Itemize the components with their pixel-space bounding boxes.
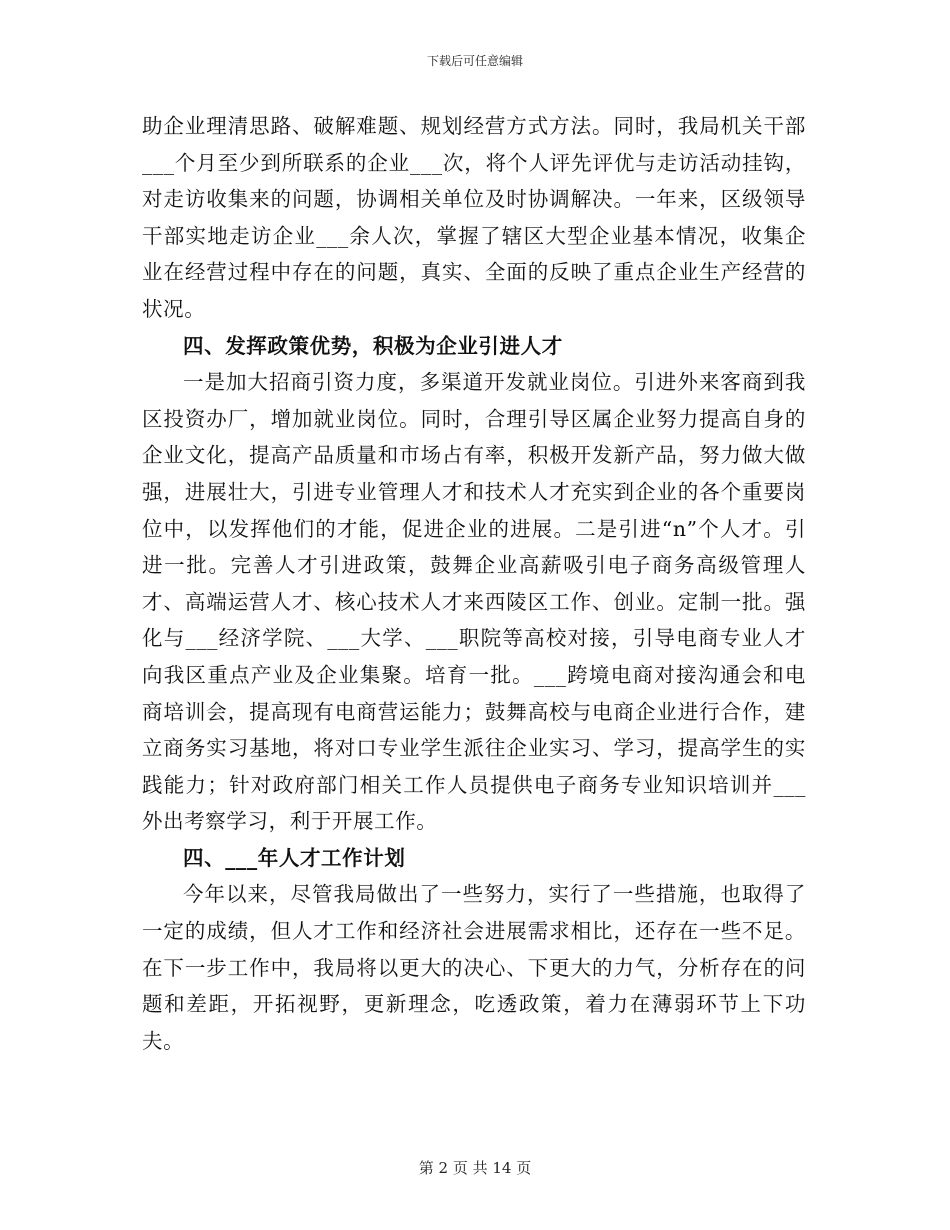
- page-header: 下载后可任意编辑: [426, 54, 523, 68]
- section-heading-talent-introduction: 四、发挥政策优势，积极为企业引进人才: [183, 333, 563, 358]
- paragraph-continuation: 助企业理清思路、破解难题、规划经营方式方法。同时，我局机关干部___个月至少到所联系的企业___次，将个人评先评优与走访活动挂钩，对走访收集来的问题，协调相关单位及时协调解决。一年来，区级领导干部实地走访企业___余人次，掌握了辖区大型企业基本情况，收集企业在经营过程中存在的问题，真实、全面的反映了重点企业生产经营的状况。: [142, 114, 806, 321]
- page-number: 第 2 页 共 14 页: [418, 1159, 532, 1177]
- section-heading-work-plan: 四、___年人才工作计划: [183, 845, 406, 870]
- paragraph-work-plan: 今年以来，尽管我局做出了一些努力，实行了一些措施，也取得了一定的成绩，但人才工作和经济社会进展需求相比，还存在一些不足。在下一步工作中，我局将以更大的决心、下更大的力气，分析存在的问题和差距，开拓视野，更新理念，吃透政策，着力在薄弱环节上下功夫。: [142, 882, 806, 1053]
- document-body: [142, 108, 806, 1059]
- paragraph-talent-introduction: 一是加大招商引资力度，多渠道开发就业岗位。引进外来客商到我区投资办厂，增加就业岗位。同时，合理引导区属企业努力提高自身的企业文化，提高产品质量和市场占有率，积极开发新产品，努力做大做强，进展壮大，引进专业管理人才和技术人才充实到企业的各个重要岗位中，以发挥他们的才能，促进企业的进展。二是引进“n”个人才。引进一批。完善人才引进政策，鼓舞企业高薪吸引电子商务高级管理人才、高端运营人才、核心技术人才来西陵区工作、创业。定制一批。强化与___经济学院、___大学、___职院等高校对接，引导电商专业人才向我区重点产业及企业集聚。培育一批。___跨境电商对接沟通会和电商培训会，提高现有电商营运能力；鼓舞高校与电商企业进行合作，建立商务实习基地，将对口专业学生派往企业实习、学习，提高学生的实践能力；针对政府部门相关工作人员提供电子商务专业知识培训并___外出考察学习，利于开展工作。: [142, 370, 806, 834]
